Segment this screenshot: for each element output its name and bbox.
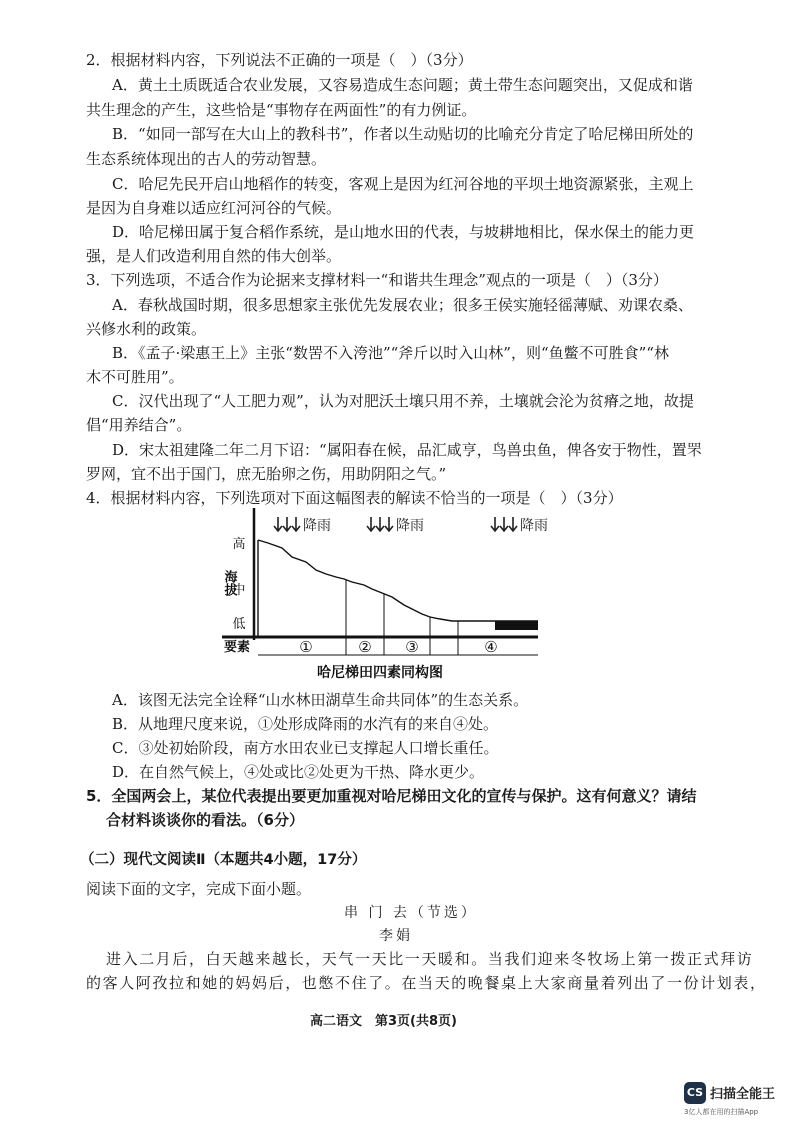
- water-body: [495, 621, 538, 630]
- q4-option-b: B．从地理尺度来说，①处形成降雨的水汽有的来自④处。: [112, 715, 499, 733]
- rain-arrows-2-icon: [367, 517, 393, 531]
- q3-option-a-line2: 兴修水利的政策。: [86, 320, 207, 338]
- q4-option-a: A．该图无法完全诠释“山水林田湖草生命共同体”的生态关系。: [112, 691, 529, 709]
- terrain-profile: [258, 540, 538, 621]
- zone-label-3: ③: [405, 638, 419, 656]
- camscanner-logo-icon: CS: [684, 1082, 706, 1104]
- q2-option-a-line1: A．黄土土质既适合农业发展，又容易造成生态问题；黄土带生态问题突出，又促成和谐: [112, 76, 693, 94]
- passage-title: 串 门 去（节选）: [344, 905, 478, 921]
- q2-option-d-line1: D．哈尼梯田属于复合稻作系统，是山地水田的代表，与坡耕地相比，保水保土的能力更: [112, 223, 695, 241]
- section2-heading: （二）现代文阅读Ⅱ（本题共4小题，17分）: [80, 852, 367, 868]
- factor-label: 要素: [224, 640, 251, 655]
- q2-option-a-line2: 共生理念的产生，这些恰是“事物存在两面性”的有力例证。: [86, 101, 477, 119]
- rain-label-1: 降雨: [303, 518, 331, 534]
- q3-option-d-line1: D．宋太祖建隆二年二月下诏：“属阳春在候，品汇咸亨，鸟兽虫鱼，俾各安于物性，置罘: [112, 441, 702, 459]
- q3-option-b-line1: B．《孟子·梁惠王上》主张“数罟不入洿池”“斧斤以时入山林”，则“鱼鳖不可胜食”“林: [112, 344, 669, 362]
- q5-line2: 合材料谈谈你的看法。（6分）: [106, 811, 304, 829]
- q2-option-c-line1: C．哈尼先民开启山地稻作的转变，客观上是因为红河谷地的平坝土地资源紧张，主观上: [112, 175, 694, 193]
- q2-option-c-line2: 是因为自身难以适应红河河谷的气候。: [86, 199, 342, 217]
- watermark-tagline: 3亿人都在用的扫描App: [684, 1108, 759, 1116]
- rain-arrows-3-icon: [491, 517, 517, 531]
- rain-arrows-1-icon: [274, 517, 300, 531]
- y-label-high: 高: [232, 537, 246, 552]
- q2-option-d-line2: 强，是人们改造利用自然的伟大创举。: [86, 247, 342, 265]
- watermark-app-name: 扫描全能王: [710, 1087, 776, 1102]
- q2-option-b-line2: 生态系统体现出的古人的劳动智慧。: [86, 150, 327, 168]
- q4-stem: 4．根据材料内容，下列选项对下面这幅图表的解读不恰当的一项是（ ）（3分）: [86, 489, 623, 507]
- q3-option-b-line2: 木不可胜用”。: [86, 368, 184, 386]
- passage-author: 李娟: [379, 928, 413, 944]
- q3-stem: 3．下列选项，不适合作为论据来支撑材料一“和谐共生理念”观点的一项是（ ）（3分）: [86, 271, 668, 289]
- passage-line1: 进入二月后，白天越来越长，天气一天比一天暖和。当我们迎来冬牧场上第一拨正式拜访: [106, 950, 754, 968]
- q3-option-c-line1: C．汉代出现了“人工肥力观”，认为对肥沃土壤只用不养，土壤就会沦为贫瘠之地，故提: [112, 392, 694, 410]
- q3-option-d-line2: 罗网，宜不出于国门，庶无胎卵之伤，用助阴阳之气。”: [86, 465, 447, 483]
- q4-option-d: D．在自然气候上，④处或比②处更为干热、降水更少。: [112, 763, 485, 781]
- zone-label-2: ②: [358, 638, 372, 656]
- q3-option-c-line2: 倡“用养结合”。: [86, 416, 192, 434]
- diagram-caption: 哈尼梯田四素同构图: [317, 665, 443, 681]
- q5-line1: 5．全国两会上，某位代表提出要更加重视对哈尼梯田文化的宣传与保护。这有何意义？请结: [86, 787, 697, 805]
- q2-stem: 2．根据材料内容，下列说法不正确的一项是（ ）（3分）: [86, 51, 473, 69]
- rain-label-2: 降雨: [396, 518, 424, 534]
- q2-option-b-line1: B．“如同一部写在大山上的教科书”，作者以生动贴切的比喻充分肯定了哈尼梯田所处的: [112, 125, 694, 143]
- zone-label-1: ①: [299, 638, 313, 656]
- y-label-mid: 中: [232, 583, 246, 598]
- rain-label-3: 降雨: [520, 518, 548, 534]
- q3-option-a-line1: A．春秋战国时期，很多思想家主张优先发展农业；很多王侯实施轻徭薄赋、劝课农桑、: [112, 296, 693, 314]
- zone-label-4: ④: [484, 638, 498, 656]
- y-label-low: 低: [232, 617, 246, 632]
- q4-option-c: C．③处初始阶段，南方水田农业已支撑起人口增长重任。: [112, 739, 499, 757]
- passage-line2: 的客人阿孜拉和她的妈妈后，也憋不住了。在当天的晚餐桌上大家商量着列出了一份计划表，: [86, 974, 767, 992]
- page-footer: 高二语文 第3页(共8页): [310, 1014, 457, 1029]
- section2-instruction: 阅读下面的文字，完成下面小题。: [86, 880, 312, 898]
- y-axis-title: 海拔: [221, 570, 237, 596]
